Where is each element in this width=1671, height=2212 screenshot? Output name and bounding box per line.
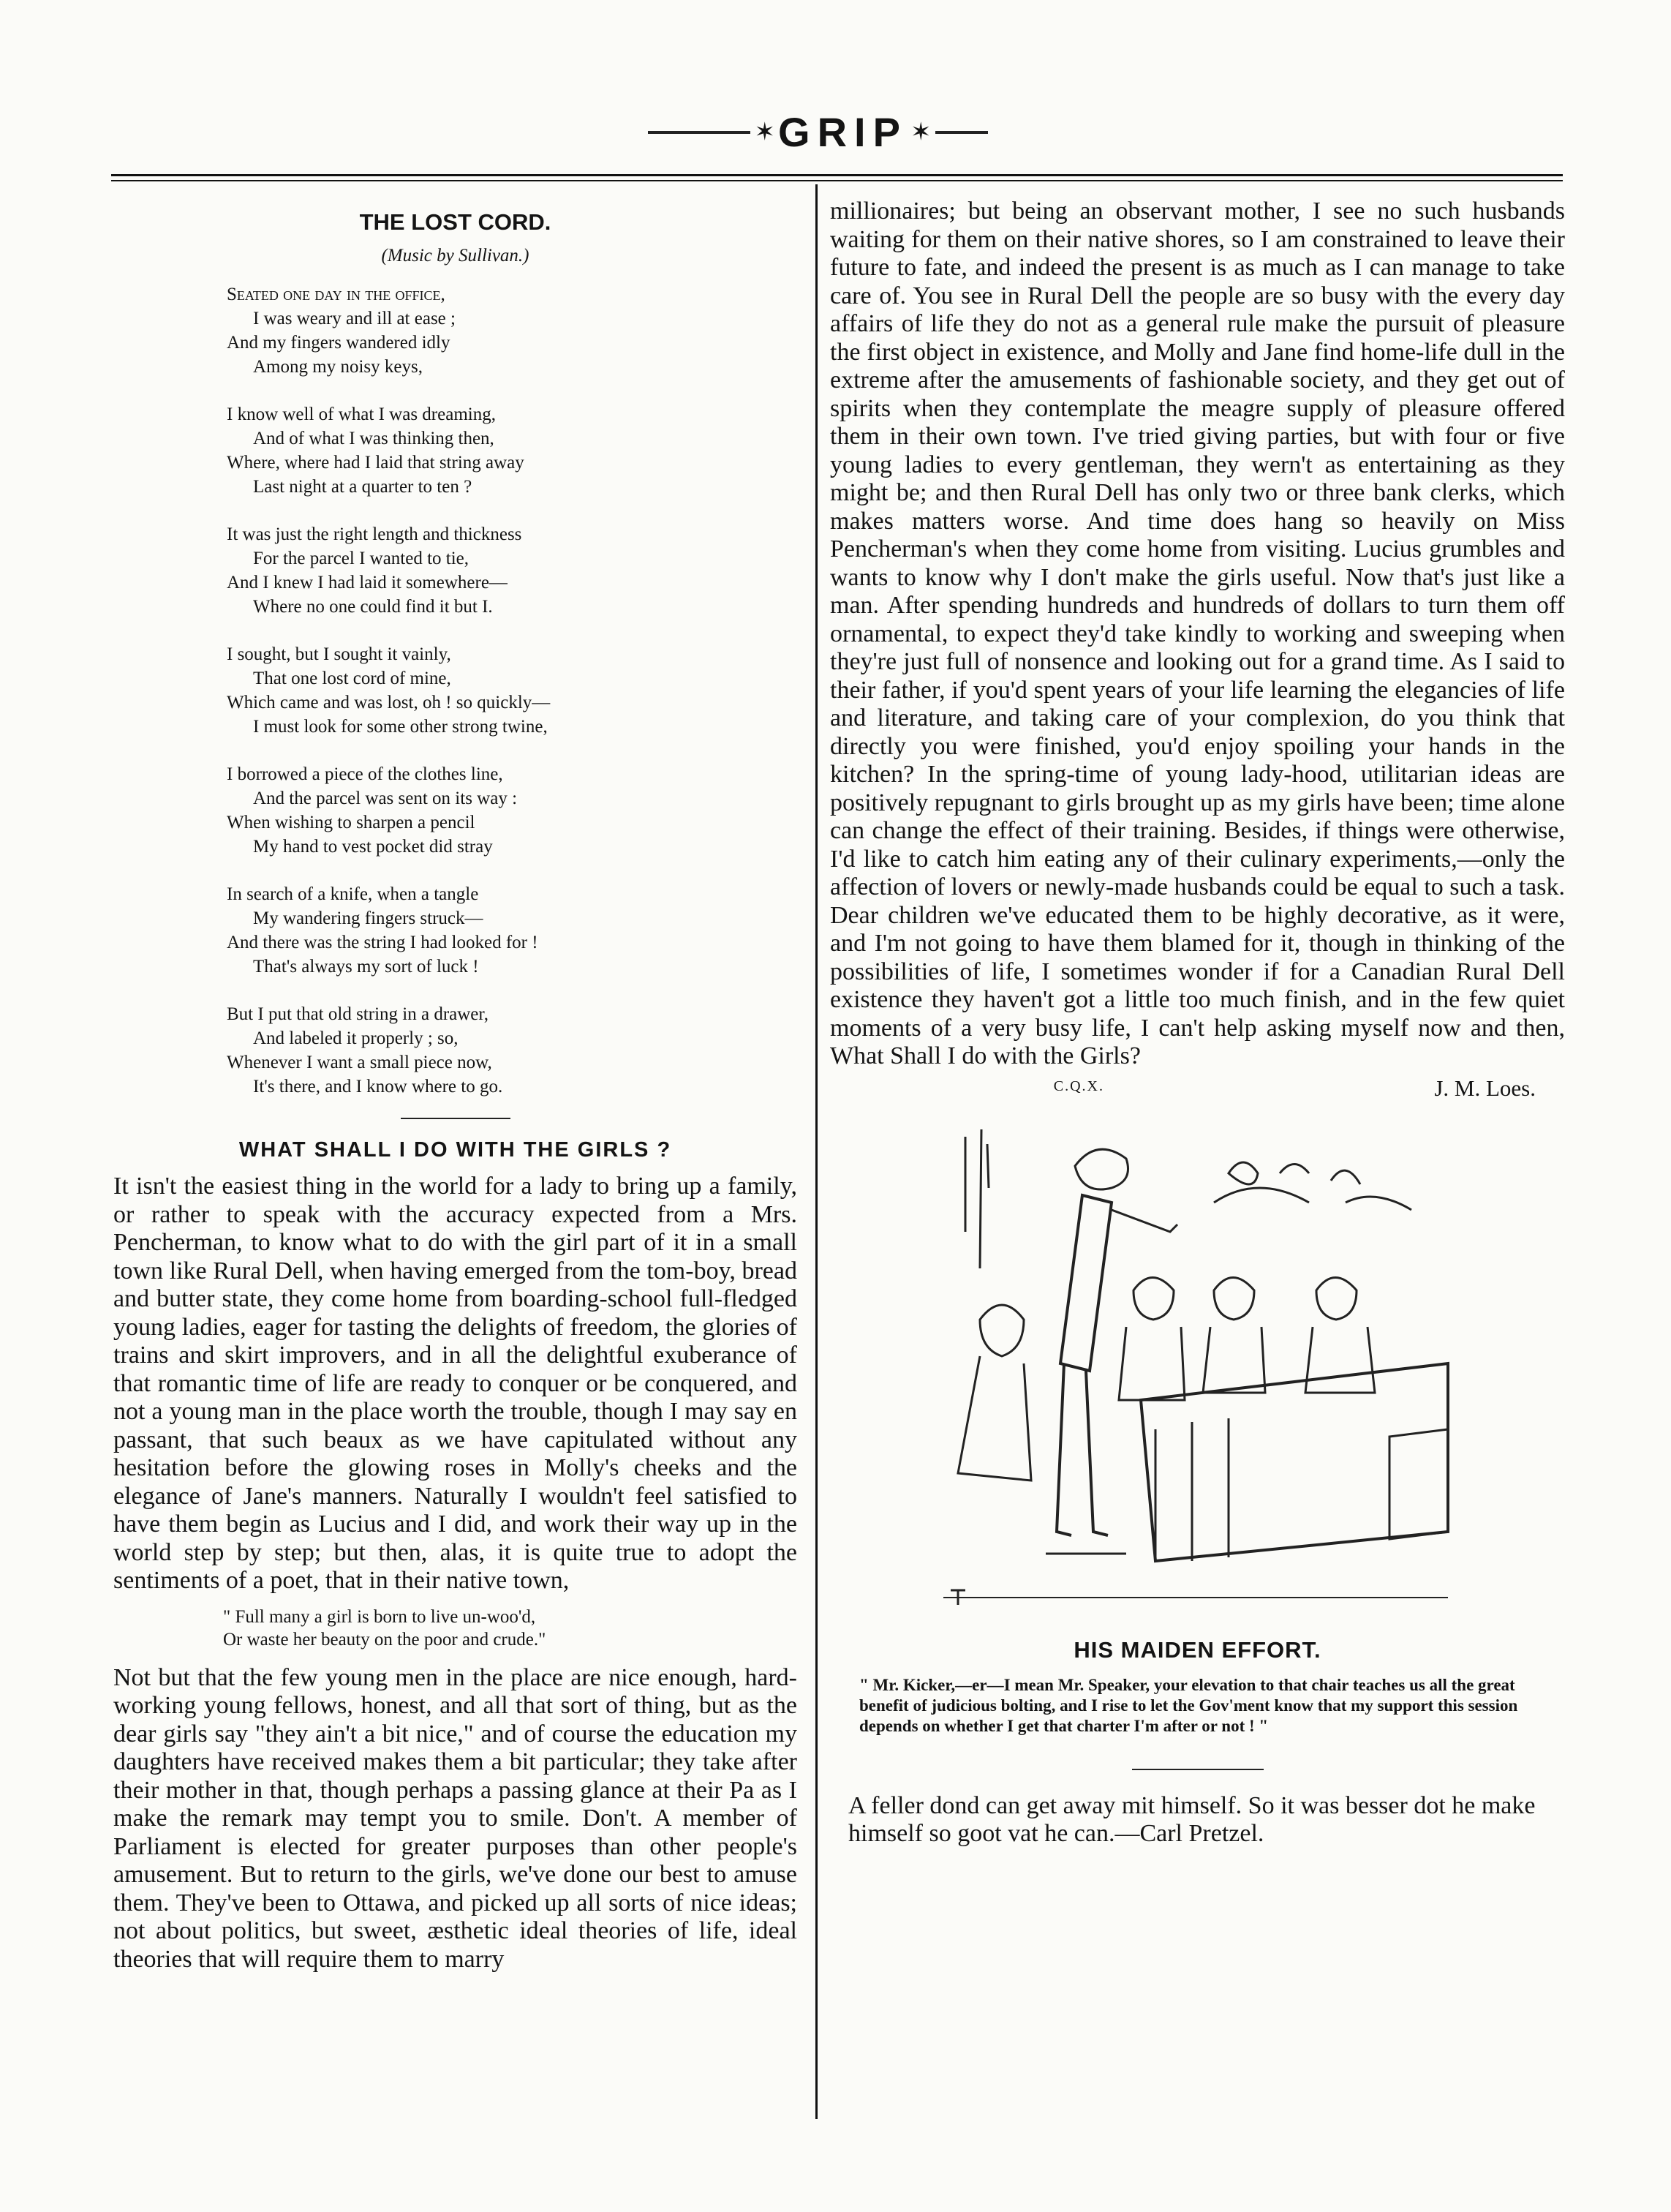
article-quote bbox=[223, 1606, 797, 1651]
poem-line: I know well of what I was dreaming, bbox=[227, 405, 496, 424]
article-title: WHAT SHALL I DO WITH THE GIRLS ? bbox=[238, 1138, 672, 1162]
quote-line: " Full many a girl is born to live un-woo'd, bbox=[223, 1606, 536, 1627]
poem-stanza-6 bbox=[227, 882, 797, 979]
column-divider bbox=[815, 184, 818, 2119]
poem-line: It was just the right length and thickness bbox=[227, 524, 522, 544]
article-paragraph-1: It isn't the easiest thing in the world for a lady to bring up a family, or rather to speak with the accuracy expected from a Mrs. Pencherman, to know what to do with the girl part of it in a small town like Rural Dell, when having emerged from the tom-boy, bread and butter state, they come home from boarding-school full-fledged young ladies, eager for tasting the delights of freedom, the glories of trains and skirt improvers, and in all the delightful exuberance of that romantic time of life are ready to conquer or be conquered, and not a young man in the place worth the trouble, though I may say en passant, that such beaux as we have capitulated without any hesitation before the glowing roses in Molly's cheeks and the elegance of Jane's manners. Naturally I wouldn't feel satisfied to have them begin as Lucius and I did, and work their way up in the world step by step; but then, alas, it is quite true to adopt the sentiments of a poet, that in their native town, bbox=[113, 1173, 797, 1594]
poem-line: In search of a knife, when a tangle bbox=[227, 884, 479, 904]
section-divider bbox=[401, 1118, 510, 1119]
poem-line: I was weary and ill at ease ; bbox=[253, 309, 456, 328]
poem-title: THE LOST CORD. bbox=[359, 209, 551, 235]
poem-line: Where no one could find it but I. bbox=[253, 597, 493, 617]
poem-line: But I put that old string in a drawer, bbox=[227, 1004, 489, 1024]
poem-line: For the parcel I wanted to tie, bbox=[253, 549, 469, 568]
poem-line: And of what I was thinking then, bbox=[253, 429, 494, 448]
poem-stanza-3 bbox=[227, 522, 797, 619]
poem-line: I sought, but I sought it vainly, bbox=[227, 644, 451, 664]
cartoon-caption: " Mr. Kicker,—er—I mean Mr. Speaker, your elevation to that chair teaches us all the great benefit of judicious bolting, and I rise to let the Gov'ment know that my support this session depends on whether I get that charter I'm after or not ! " bbox=[859, 1675, 1518, 1735]
poem-line: My hand to vest pocket did stray bbox=[253, 837, 493, 857]
poem-line: And labeled it properly ; so, bbox=[253, 1028, 459, 1048]
poem-line: Seated one day in the office, bbox=[227, 285, 445, 304]
masthead-right-star: ✶ bbox=[910, 118, 932, 146]
poem-signature: C.Q.X. bbox=[1053, 1078, 1104, 1094]
poem-line: That's always my sort of luck ! bbox=[253, 957, 479, 977]
masthead bbox=[0, 108, 1671, 159]
article-paragraph-3: millionaires; but being an observant mother, I see no such husbands waiting for them on their native shores, so I am constrained to leave their future to fate, and indeed the present is as much as I can manage to take care of. You see in Rural Dell the people are so busy with the every day affairs of life they do not as a general rule make the pursuit of pleasure the first object in existence, and Molly and Jane find home-life dull in the extreme after the amusements of fashionable society, and they get out of spirits when they contemplate the meagre supply of pleasure offered them in their own town. I've tried giving parties, but with four or five young ladies to every gentleman, they wern't as entertaining as they might be; and then Rural Dell has only two or three bank clerks, which makes matters worse. And time does hang so heavily on Miss Pencherman's when they come home from visiting. Lucius grumbles and wants to know why I don't make the girls useful. Now that's just like a man. After spending hundreds and hundreds of dollars to turn them off ornamental, to expect they'd take kindly to working and sweeping when they're just full of nonsence and looking out for a grand time. As I said to their father, if you'd spent years of your life learning the elegancies of life and literature, and taking care of your complexion, do you think that directly you were finished, you'd enjoy spoiling your hands in the kitchen? In the spring-time of young lady-hood, utilitarian ideas are positively repugnant to girls brought up as my girls have been; time alone can change the effect of their training. Besides, if things were otherwise, I'd like to catch him eating any of their culinary experiments,—only the affection of lovers or newly-made husbands could be equal to such a task. Dear children we've educated them to be highly decorative, as it were, and I'm not going to have them blamed for it, though in thinking of the possibilities of life, I sometimes wonder if for a Canadian Rural Dell existence they haven't got a little too much finish, and in the few quiet moments of a very busy life, I can't help asking myself now and then, What Shall I do with the Girls? bbox=[830, 198, 1565, 1069]
joke-text: A feller dond can get away mit himself. So it was besser dot he make himself so goot vat he can.—Carl Pretzel. bbox=[848, 1791, 1536, 1847]
poem-line: Which came and was lost, oh ! so quickly— bbox=[227, 693, 551, 712]
poem-line: And my fingers wandered idly bbox=[227, 333, 450, 353]
masthead-left-star: ✶ bbox=[754, 118, 776, 146]
poem-line: I must look for some other strong twine, bbox=[253, 717, 548, 737]
article-byline: J. M. Loes. bbox=[1434, 1075, 1536, 1101]
poem-line: That one lost cord of mine, bbox=[253, 669, 451, 688]
poem-line: And the parcel was sent on its way : bbox=[253, 789, 518, 808]
poem-stanza-1 bbox=[227, 282, 797, 379]
poem-stanza-4 bbox=[227, 642, 797, 739]
poem-stanza-7 bbox=[227, 1002, 1104, 1099]
poem-line: It's there, and I know where to go. bbox=[253, 1077, 503, 1096]
poem-line: And I knew I had laid it somewhere— bbox=[227, 573, 508, 592]
header-rule-bottom bbox=[111, 180, 1563, 181]
poem-line: Where, where had I laid that string away bbox=[227, 453, 524, 473]
poem-line: And there was the string I had looked for ! bbox=[227, 933, 538, 952]
quote-line: Or waste her beauty on the poor and crude." bbox=[223, 1629, 546, 1649]
poem-stanza-2 bbox=[227, 402, 797, 499]
right-column bbox=[830, 198, 1565, 1848]
poem-stanza-5 bbox=[227, 762, 797, 859]
poem-last-line bbox=[227, 1075, 1104, 1099]
cartoon-illustration bbox=[936, 1122, 1463, 1627]
cartoon-drawing bbox=[936, 1122, 1463, 1627]
cartoon-title: HIS MAIDEN EFFORT. bbox=[1074, 1636, 1321, 1663]
poem-line: Whenever I want a small piece now, bbox=[227, 1053, 492, 1072]
joke-divider bbox=[1132, 1769, 1264, 1770]
poem-line: Among my noisy keys, bbox=[253, 357, 423, 377]
poem-line: My wandering fingers struck— bbox=[253, 908, 483, 928]
poem-subtitle: (Music by Sullivan.) bbox=[381, 246, 529, 266]
header-rule-top bbox=[111, 174, 1563, 176]
left-column bbox=[113, 198, 1104, 1974]
poem-line: I borrowed a piece of the clothes line, bbox=[227, 764, 503, 784]
masthead-title: GRIP bbox=[778, 109, 908, 155]
masthead-right-ornament bbox=[935, 131, 1023, 134]
article-paragraph-2: Not but that the few young men in the place are nice enough, hard-working young fellows, honest, and all that sort of thing, but as the dear girls say "they ain't a bit nice," and of course the education my daughters have received makes them a bit particular; they take after their mother in that, though perhaps a passing glance at their Pa as I make the remark may tempt you to smile. Don't. A member of Parliament is elected for greater purposes than other people's amusement. But to return to the girls, we've done our best to amuse them. They've been to Ottawa, and picked up all sorts of nice ideas; not about politics, but sweet, æsthetic ideal theories of life, ideal theories that will require them to marry bbox=[113, 1663, 797, 1973]
poem-line: Last night at a quarter to ten ? bbox=[253, 477, 472, 497]
masthead-left-ornament bbox=[648, 131, 750, 134]
poem-line: When wishing to sharpen a pencil bbox=[227, 813, 475, 832]
